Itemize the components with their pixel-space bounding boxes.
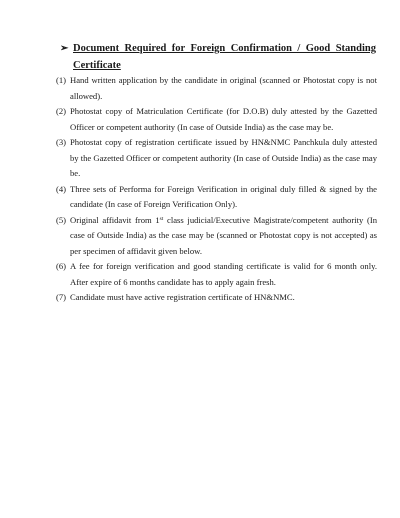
item-number: (7): [56, 292, 67, 302]
item-text: Candidate must have active registration certificate of HN&NMC.: [70, 292, 295, 302]
list-item: [56, 259, 377, 290]
item-text-after: class judicial/Executive Magistrate/competent authority (In case of Outside India) as the case may be (scanned or Photostat copy is not accepted) as per specimen of affidavit given below.: [70, 214, 377, 256]
arrow-bullet-icon: ➢: [60, 43, 69, 54]
item-text: A fee for foreign verification and good standing certificate is valid for 6 month only. After expire of 6 months candidate has to apply again fresh.: [70, 261, 377, 287]
item-superscript: st: [159, 215, 164, 222]
list-item: [56, 104, 377, 135]
item-number: (4): [56, 183, 67, 194]
item-text: Hand written application by the candidate in original (scanned or Photostat copy is not allowed).: [70, 75, 377, 101]
requirements-list: [56, 73, 377, 306]
item-text-before: Original affidavit from 1: [70, 214, 160, 225]
item-text: Three sets of Performa for Foreign Verification in original duly filled & signed by the candidate (In case of Foreign Verification Only).: [70, 183, 377, 209]
item-number: (3): [56, 137, 67, 147]
list-item: [56, 182, 377, 213]
section-heading: [60, 40, 376, 74]
item-number: (2): [56, 106, 67, 116]
heading-line-1: Document Required for Foreign Confirmation / Good Standing: [73, 43, 376, 54]
item-number: (6): [56, 261, 67, 271]
item-text: Photostat copy of Matriculation Certificate (for D.O.B) duly attested by the Gazetted Officer or competent authority (In case of Outside India) as the case may be.: [70, 106, 377, 132]
list-item: [56, 73, 377, 104]
list-item: [56, 213, 377, 260]
item-number: (1): [56, 75, 67, 85]
heading-line-2: Certificate: [73, 60, 121, 71]
item-text: Photostat copy of registration certificate issued by HN&NMC Panchkula duly attested by the Gazetted Officer or competent authority (In case of Outside India) as the case may be.: [70, 137, 377, 178]
item-number: (5): [56, 214, 67, 225]
list-item: [56, 135, 377, 182]
list-item: [56, 290, 377, 306]
